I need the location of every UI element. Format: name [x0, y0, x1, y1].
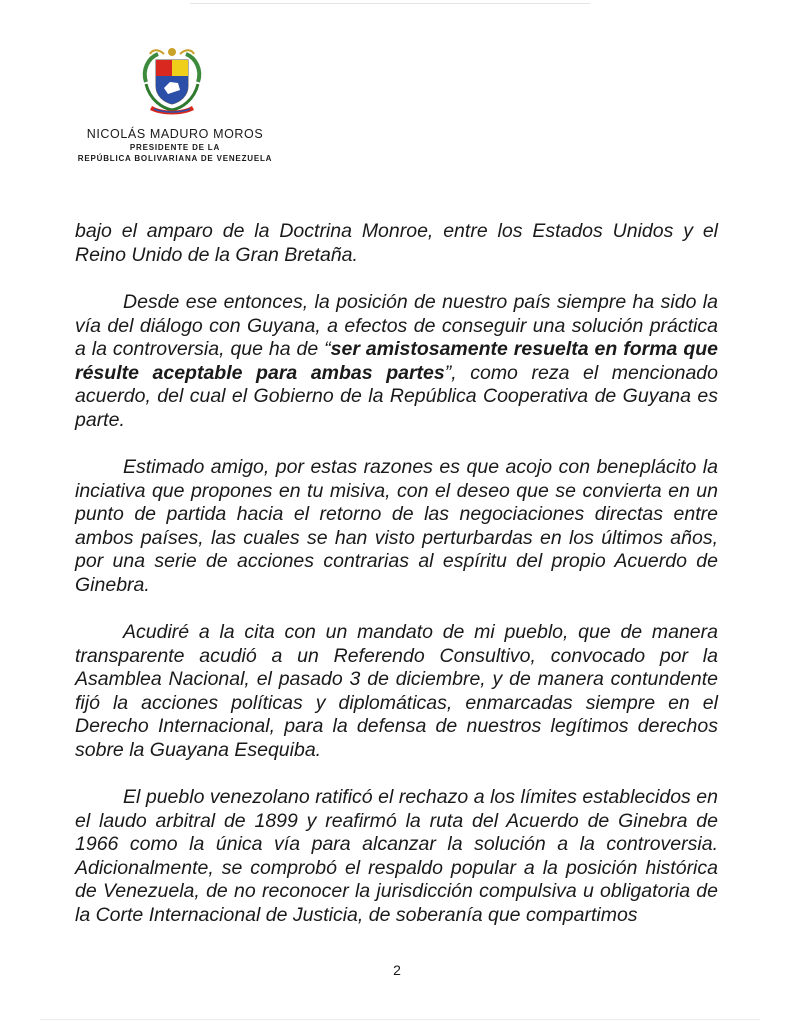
letter-body — [75, 220, 718, 951]
letterhead-name: NICOLÁS MADURO MOROS — [86, 127, 264, 141]
letterhead-title-line1: PRESIDENTE DE LA — [129, 143, 221, 152]
paragraph-initiative: Estimado amigo, por estas razones es que acojo con beneplácito la inciativa que propones en tu misiva, con el deseo que se convierta en un punto de partida hacia el retorno de las negociaciones directas entre ambos países, las cuales se han visto perturbardas en los últimos años, por una serie de acciones contrarias al espíritu del propio Acuerdo de Ginebra. — [75, 456, 718, 596]
paragraph-continuation: bajo el amparo de la Doctrina Monroe, entre los Estados Unidos y el Reino Unido de la Gran Bretaña. — [75, 220, 718, 266]
paragraph-dialogue — [75, 291, 718, 432]
coat-of-arms-icon — [134, 42, 210, 118]
letterhead — [70, 127, 280, 164]
scan-artifact — [190, 3, 590, 4]
paragraph-ratification: El pueblo venezolano ratificó el rechazo a los límites establecidos en el laudo arbitral de 1899 y reafirmó la ruta del Acuerdo de Ginebra de 1966 como la única vía para alcanzar la solución a la controversia. Adicionalmente, se comprobó el respaldo popular a la posición histórica de Venezuela, de no reconocer la jurisdicción compulsiva u obligatoria de la Corte Internacional de Justicia, de soberanía que compartimos — [75, 786, 718, 926]
letterhead-title-line2: REPÚBLICA BOLIVARIANA DE VENEZUELA — [77, 154, 273, 163]
paragraph-text: ”, como reza el mencionado acuerdo, del cual el Gobierno de la República Cooperativa de Guyana es parte. — [75, 361, 718, 431]
paragraph-text: Desde ese entonces, la posición de nuestro país siempre ha sido la vía del diálogo con Guyana, a efectos de conseguir una solución práctica a la controversia, que ha de “ — [75, 291, 718, 360]
paragraph-bold-quote: ser amistosamente resuelta en forma que résulte aceptable para ambas partes — [75, 338, 718, 384]
page-number: 2 — [393, 962, 401, 978]
paragraph-referendum: Acudiré a la cita con un mandato de mi pueblo, que de manera transparente acudió a un Referendo Consultivo, convocado por la Asamblea Nacional, el pasado 3 de diciembre, y de manera contundente fijó la acciones políticas y diplomáticas, enmarcadas siempre en el Derecho Internacional, para la defensa de nuestros legítimos derechos sobre la Guayana Esequiba. — [75, 621, 718, 761]
scan-artifact — [40, 1019, 760, 1020]
